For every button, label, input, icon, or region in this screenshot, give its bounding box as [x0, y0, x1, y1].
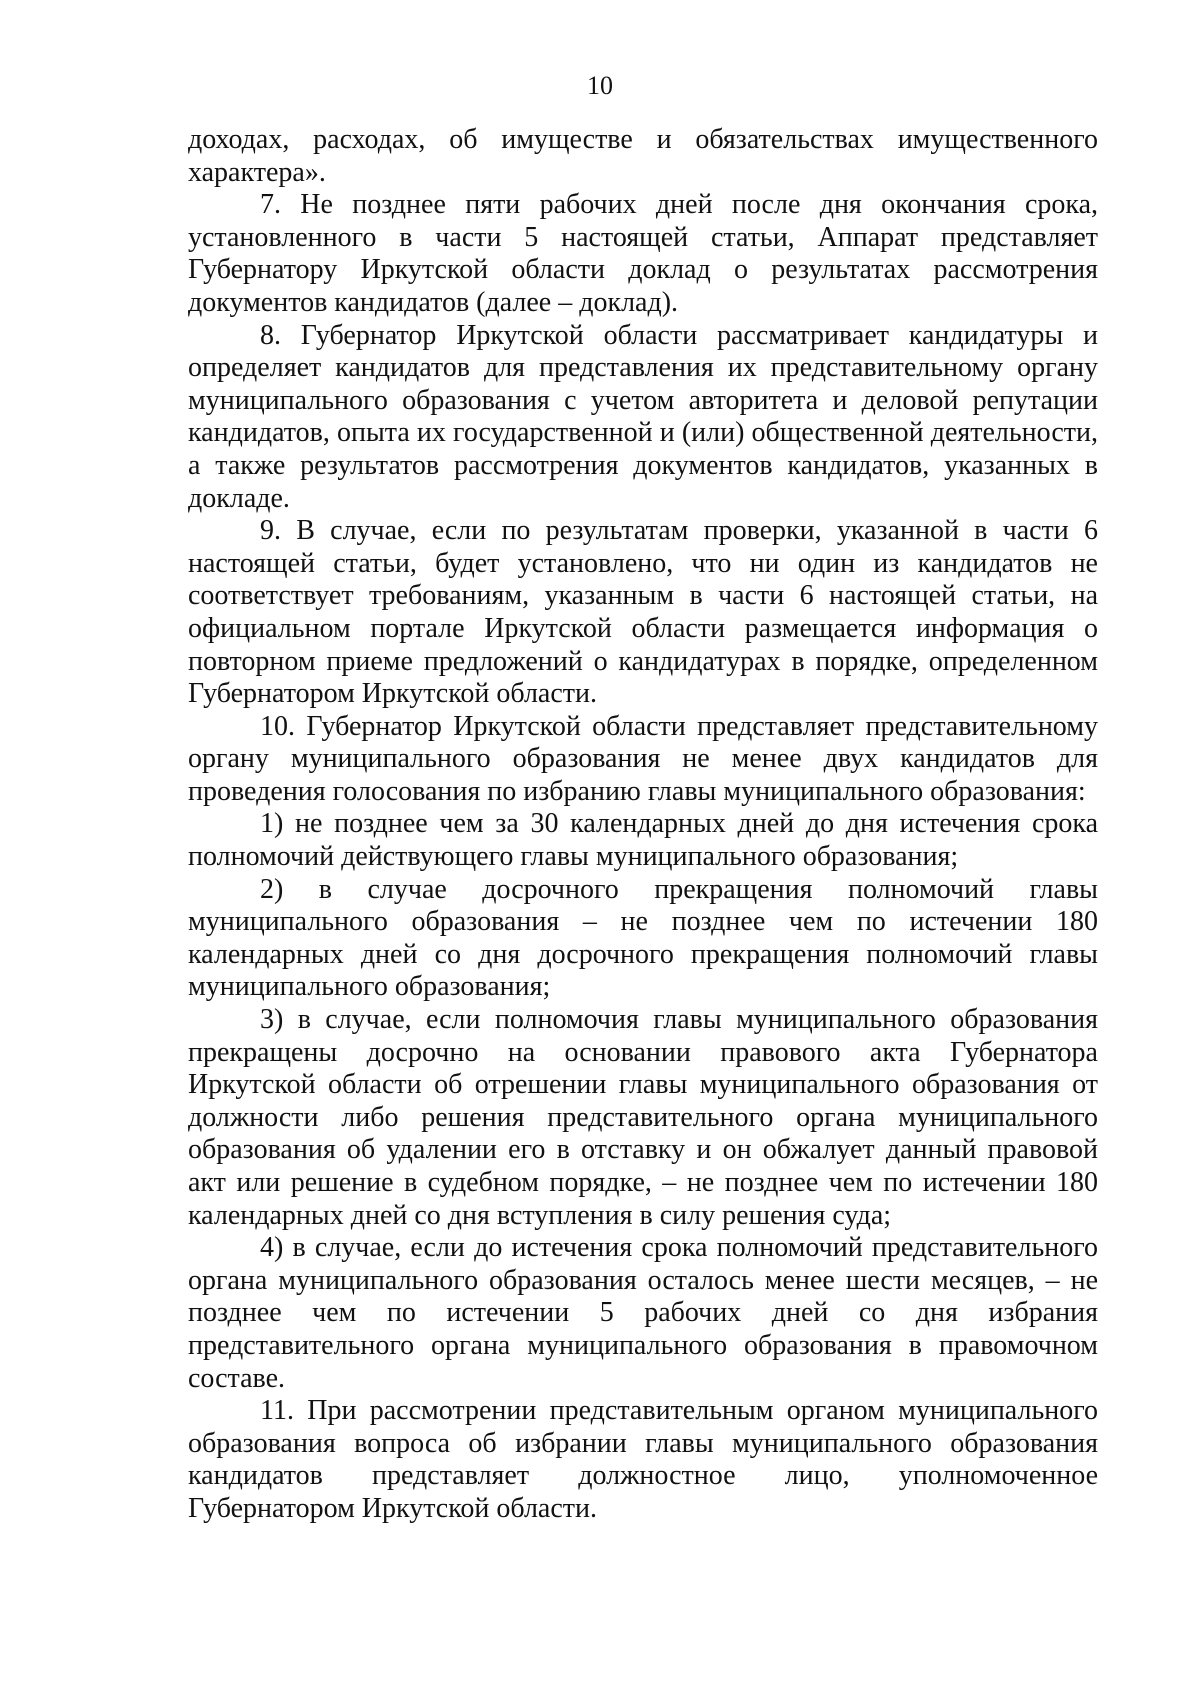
document-body: [188, 124, 1098, 1526]
paragraph-8: 8. Губернатор Иркутской области рассматривает кандидатуры и определяет кандидатов для представления их представительному органу муниципального образования с учетом авторитета и деловой репутации кандидатов, опыта их государственной и (или) общественной деятельности, а также результатов рассмотрения документов кандидатов, указанных в докладе.: [188, 319, 1098, 514]
paragraph-continuation: доходах, расходах, об имуществе и обязательствах имущественного характера».: [188, 124, 1098, 188]
list-item-2: 2) в случае досрочного прекращения полномочий главы муниципального образования – не позднее чем по истечении 180 календарных дней со дня досрочного прекращения полномочий главы муниципального образования;: [188, 873, 1098, 1003]
page-number: 10: [587, 71, 613, 100]
paragraph-11: 11. При рассмотрении представительным органом муниципального образования вопроса об избрании главы муниципального образования кандидатов представляет должностное лицо, уполномоченное Губернатором Иркутской области.: [188, 1395, 1098, 1524]
paragraph-7: 7. Не позднее пяти рабочих дней после дня окончания срока, установленного в части 5 настоящей статьи, Аппарат представляет Губернатору Иркутской области доклад о результатах рассмотрения документов кандидатов (далее – доклад).: [188, 189, 1098, 318]
list-item-1: 1) не позднее чем за 30 календарных дней до дня истечения срока полномочий действующего главы муниципального образования;: [188, 808, 1098, 873]
list-item-3: 3) в случае, если полномочия главы муниципального образования прекращены досрочно на основании правового акта Губернатора Иркутской области об отрешении главы муниципального образования от должности либо решения представительного органа муниципального образования об удалении его в отставку и он обжалует данный правовой акт или решение в судебном порядке, – не позднее чем по истечении 180 календарных дней со дня вступления в силу решения суда;: [188, 1004, 1098, 1231]
list-item-4: 4) в случае, если до истечения срока полномочий представительного органа муниципального образования осталось менее шести месяцев, – не позднее чем по истечении 5 рабочих дней со дня избрания представительного органа муниципального образования в правомочном составе.: [188, 1232, 1098, 1394]
paragraph-10: 10. Губернатор Иркутской области представляет представительному органу муниципального образования не менее двух кандидатов для проведения голосования по избранию главы муниципального образования:: [188, 710, 1098, 807]
paragraph-9: 9. В случае, если по результатам проверки, указанной в части 6 настоящей статьи, будет установлено, что ни один из кандидатов не соответствует требованиям, указанным в части 6 настоящей статьи, на официальном портале Иркутской области размещается информация о повторном приеме предложений о кандидатурах в порядке, определенном Губернатором Иркутской области.: [188, 515, 1098, 710]
